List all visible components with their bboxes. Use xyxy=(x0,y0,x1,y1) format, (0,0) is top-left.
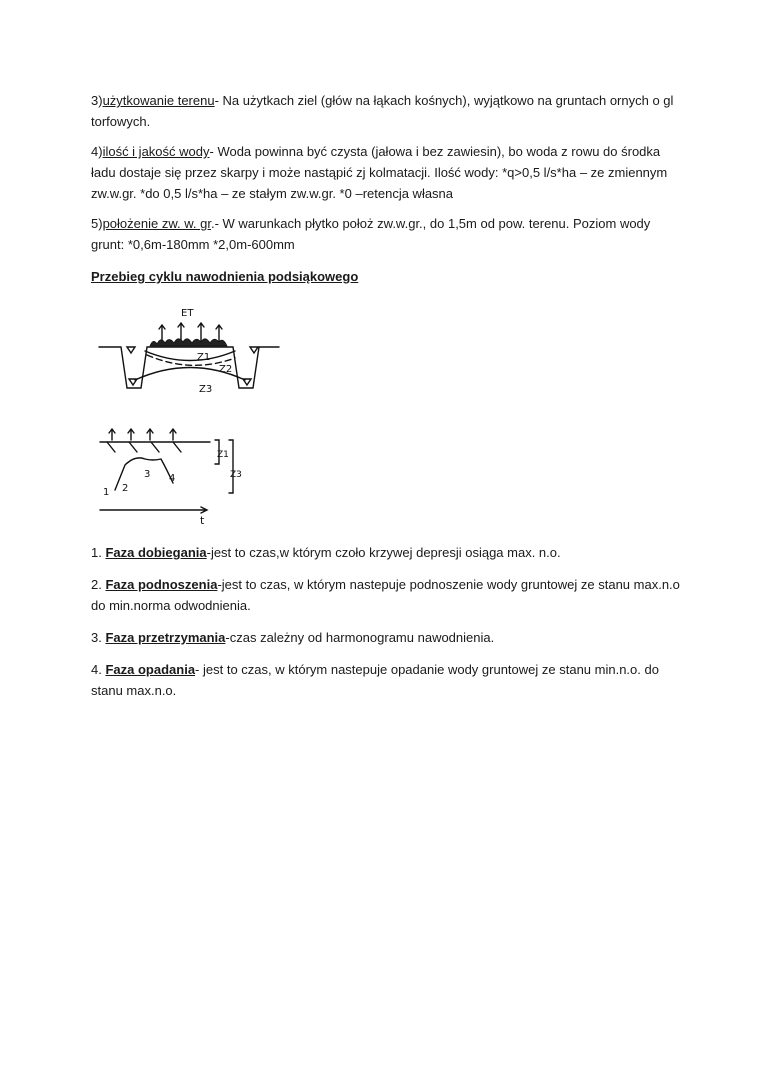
phase-text: - jest to czas, w którym nastepuje opadanie wody gruntowej ze stanu min.n.o. do stanu max.n.o. xyxy=(91,662,659,698)
phase-2-label: 2 xyxy=(122,483,129,494)
item-term: położenie zw. w. gr xyxy=(102,216,211,231)
phase-text: -jest to czas,w którym czoło krzywej depresji osiąga max. n.o. xyxy=(206,545,561,560)
phase-text: -czas zależny od harmonogramu nawodnienia. xyxy=(225,630,495,645)
phase-1-label: 1 xyxy=(103,487,110,498)
z2-label: Z2 xyxy=(219,364,233,375)
phase-4-label: 4 xyxy=(169,473,176,484)
item-term: użytkowanie terenu xyxy=(102,93,215,108)
phase-item-4 xyxy=(91,659,681,701)
time-label: t xyxy=(200,514,205,527)
phase-number: 1. xyxy=(91,545,102,560)
phase-time-diagram xyxy=(95,425,255,530)
phase-text: -jest to czas, w którym nastepuje podnoszenie wody gruntowej ze stanu max.n.o do min.norma odwodnienia. xyxy=(91,577,680,613)
item-term: ilość i jakość wody xyxy=(102,144,210,159)
phase-number: 3. xyxy=(91,630,102,645)
et-label: ET xyxy=(181,308,194,319)
water-level-marker xyxy=(243,379,251,385)
cross-section-diagram xyxy=(95,300,285,400)
et-arrow xyxy=(216,325,222,341)
z1-label: Z1 xyxy=(197,352,211,363)
phase-name: Faza przetrzymania xyxy=(105,630,226,645)
hatch xyxy=(107,442,181,452)
z3-label: Z3 xyxy=(230,470,242,480)
item-text: - Na użytkach ziel (głów na łąkach kośnych), wyjątkowo na gruntach ornych o gl torfowych. xyxy=(91,93,674,129)
et-arrow xyxy=(198,323,204,341)
water-level-marker xyxy=(250,347,258,353)
paragraph-water-quantity xyxy=(91,141,681,204)
item-text: - Woda powinna być czysta (jałowa i bez zawiesin), bo woda z rowu do środka ładu dostaje się przez skarpy i może nastąpić zj kolmatacji. Ilość wody: *q>0,5 l/s*ha – ze zmiennym zw.w.gr. *do 0,5 l/s*ha – ze stałym zw.w.gr. *0 –retencja własna xyxy=(91,144,668,201)
phase-3-label: 3 xyxy=(144,469,151,480)
phase-name: Faza dobiegania xyxy=(105,545,207,560)
up-arrow xyxy=(170,429,176,440)
phase-number: 2. xyxy=(91,577,102,592)
up-arrow xyxy=(128,429,134,440)
et-arrow xyxy=(178,323,184,341)
vegetation xyxy=(150,339,227,346)
et-arrow xyxy=(159,325,165,341)
item-number: 3) xyxy=(91,93,103,108)
time-axis xyxy=(100,507,207,513)
up-arrow xyxy=(147,429,153,440)
phase-item-1 xyxy=(91,542,681,563)
phase-number: 4. xyxy=(91,662,102,677)
z3-label: Z3 xyxy=(199,384,213,395)
water-level-marker xyxy=(127,347,135,353)
item-text: .- W warunkach płytko położ zw.w.gr., do 1,5m od pow. terenu. Poziom wody grunt: *0,6m-180mm *2,0m-600mm xyxy=(91,216,651,252)
item-number: 5) xyxy=(91,216,103,231)
paragraph-land-use xyxy=(91,90,681,132)
up-arrow xyxy=(109,429,115,440)
paragraph-groundwater-position xyxy=(91,213,681,255)
water-level-marker xyxy=(129,379,137,385)
section-title: Przebieg cyklu nawodnienia podsiąkowego xyxy=(91,269,359,284)
phase-item-2 xyxy=(91,574,681,616)
z1-label: Z1 xyxy=(217,450,229,460)
phase-name: Faza podnoszenia xyxy=(105,577,218,592)
item-number: 4) xyxy=(91,144,103,159)
z3-bracket xyxy=(229,440,233,493)
phase-name: Faza opadania xyxy=(105,662,196,677)
phase-item-3 xyxy=(91,627,681,648)
